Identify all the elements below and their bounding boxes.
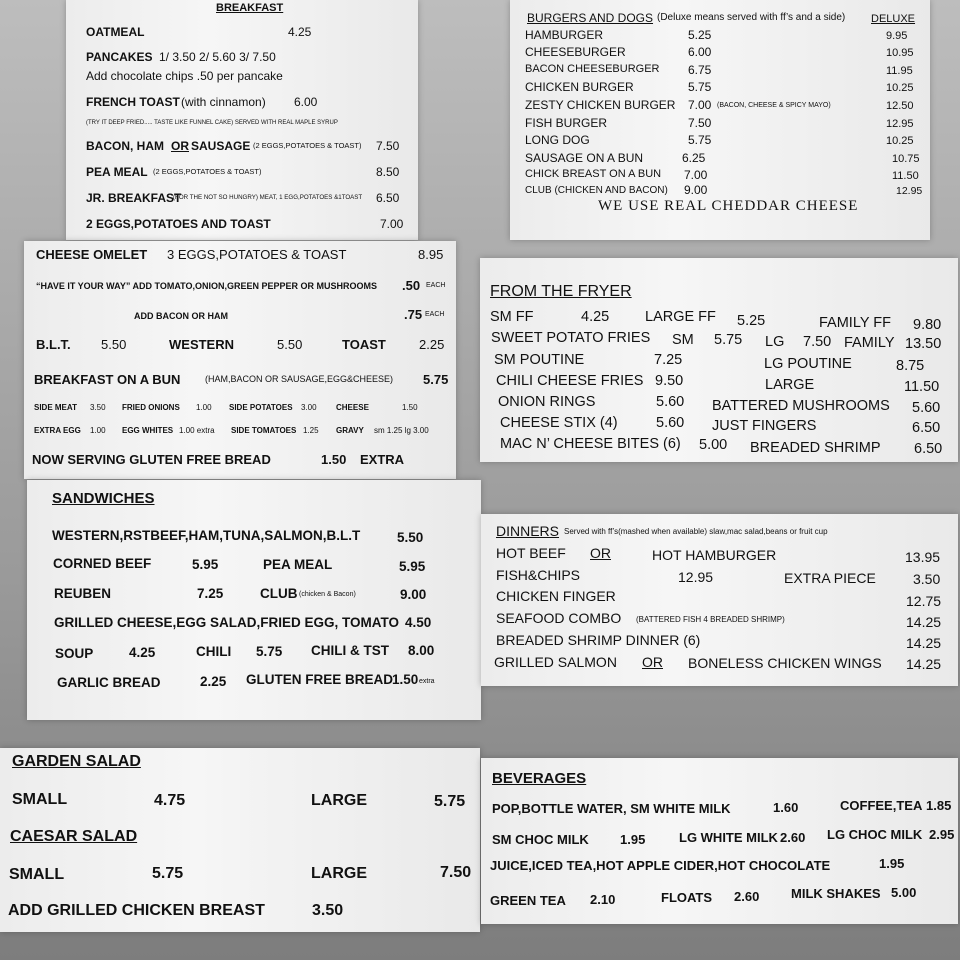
bacon-price: 7.50 [376,139,400,153]
burgers-menu-card [510,0,930,240]
deep-fried-note: (TRY IT DEEP FRIED..... TASTE LIKE FUNNEL CAKE) SERVED WITH REAL MAPLE SYRUP [86,120,338,126]
breaded-shrimp-price: 6.50 [914,441,943,457]
egg-whites: EGG WHITES [122,426,174,435]
sweet-lg-price: 7.50 [803,334,832,350]
lg-white-milk-price: 2.60 [780,830,806,845]
chili-and-toast-price: 8.00 [408,643,435,658]
item-price: 6.00 [688,45,712,59]
caesar-large-price: 7.50 [440,864,472,881]
sandwiches-menu-card [27,480,481,720]
side-tomatoes-price: 1.25 [303,426,319,435]
item-name: FISH BURGER [525,116,608,130]
item-note: (BACON, CHEESE & SPICY MAYO) [717,102,831,109]
item-name: ZESTY CHICKEN BURGER [525,98,676,112]
floats: FLOATS [661,890,713,905]
cheese-omelet-name: CHEESE OMELET [36,247,148,262]
pop-water-milk: POP,BOTTLE WATER, SM WHITE MILK [492,801,731,816]
gluten-free-bread-line: NOW SERVING GLUTEN FREE BREAD [32,452,271,467]
hot-hamburger: HOT HAMBURGER [652,547,777,563]
sweet-family: FAMILY [844,335,895,351]
sm-ff: SM FF [490,309,534,325]
lg-poutine-price: 8.75 [896,358,925,374]
just-fingers-price: 6.50 [912,420,941,436]
caesar-small: SMALL [9,866,65,883]
lg-choc-milk-price: 2.95 [929,827,955,842]
salads-menu-card [0,748,480,932]
breaded-shrimp: BREADED SHRIMP [750,440,881,456]
lg-white-milk: LG WHITE MILK [679,830,778,845]
juice-tea-cider: JUICE,ICED TEA,HOT APPLE CIDER,HOT CHOCOLATE [490,858,831,873]
each-label-1: EACH [426,282,446,289]
item-deluxe-price: 10.95 [886,47,914,59]
beverages-menu-card [481,758,958,924]
onion-rings-price: 5.60 [656,394,685,410]
garlic-bread: GARLIC BREAD [57,675,161,690]
omelet-menu-card [24,241,456,479]
blt-price: 5.50 [101,337,127,352]
dinners-menu-card [481,514,958,686]
item-price: 7.50 [688,116,712,130]
two-eggs-name: 2 EGGS,POTATOES AND TOAST [86,217,271,231]
item-deluxe-price: 12.50 [886,100,914,112]
chili-cheese-fries-price: 9.50 [655,373,684,389]
sweet-family-price: 13.50 [905,336,942,352]
juice-tea-cider-price: 1.95 [879,856,905,871]
item-name: CHICKEN BURGER [525,80,634,94]
item-name: CLUB (CHICKEN AND BACON) [525,185,668,196]
bacon-name: BACON, HAM [86,139,164,153]
milk-shakes: MILK SHAKES [791,886,881,901]
item-price: 6.75 [688,63,712,77]
garden-small-price: 4.75 [154,792,186,809]
blt-name: B.L.T. [36,337,71,352]
beverages-title: BEVERAGES [492,770,587,787]
grilled-cheese-etc: GRILLED CHEESE,EGG SALAD,FRIED EGG, TOMATO [54,615,400,630]
grilled-cheese-etc-price: 4.50 [405,615,432,630]
seafood-combo-note: (BATTERED FISH 4 BREADED SHRIMP) [636,615,785,624]
western-price: 5.50 [277,337,303,352]
western-etc-price: 5.50 [397,530,424,545]
burgers-title: BURGERS AND DOGS [527,11,654,25]
pea-meal-sandwich: PEA MEAL [263,557,333,572]
item-price: 5.25 [688,28,712,42]
have-it-your-way: “HAVE IT YOUR WAY” ADD TOMATO,ONION,GREEN PEPPER OR MUSHROOMS [36,281,378,291]
caesar-salad-title: CAESAR SALAD [10,828,138,845]
gravy: GRAVY [336,426,364,435]
pancakes-prices: 1/ 3.50 2/ 5.60 3/ 7.50 [159,50,276,64]
sweet-sm: SM [672,332,694,348]
cheese-side: CHEESE [336,403,369,412]
item-name: CHICK BREAST ON A BUN [525,168,662,180]
gravy-prices: sm 1.25 lg 3.00 [374,426,429,435]
caesar-small-price: 5.75 [152,865,184,882]
bacon-or: OR [171,139,189,153]
fried-onions: FRIED ONIONS [122,403,180,412]
egg-whites-price: 1.00 extra [179,426,215,435]
battered-mushrooms-price: 5.60 [912,400,941,416]
sandwiches-title: SANDWICHES [52,490,155,507]
item-price: 5.75 [688,80,712,94]
large-ff-price: 5.25 [737,313,766,329]
large-option: LARGE [765,377,815,393]
oatmeal-name: OATMEAL [86,25,145,39]
western-etc: WESTERN,RSTBEEF,HAM,TUNA,SALMON,B.L.T [52,528,361,543]
item-deluxe-price: 10.25 [886,135,914,147]
chili-cheese-fries: CHILI CHEESE FRIES [496,373,644,389]
extra-egg: EXTRA EGG [34,426,81,435]
two-eggs-price: 7.00 [380,217,404,231]
pea-meal-sandwich-price: 5.95 [399,559,426,574]
gluten-free-bread-price: 1.50 [321,452,347,467]
lg-choc-milk: LG CHOC MILK [827,827,923,842]
side-potatoes-price: 3.00 [301,403,317,412]
chocolate-chips-note: Add chocolate chips .50 per pancake [86,69,283,83]
item-deluxe-price: 10.75 [892,153,920,165]
battered-mushrooms: BATTERED MUSHROOMS [712,398,890,414]
mac-n-cheese-bites-price: 5.00 [699,437,728,453]
lg-poutine: LG POUTINE [764,356,852,372]
item-deluxe-price: 11.50 [892,170,919,182]
add-chicken-breast-price: 3.50 [312,902,344,919]
chili-and-toast: CHILI & TST [311,643,389,658]
jr-breakfast-price: 6.50 [376,191,400,205]
sweet-potato-fries: SWEET POTATO FRIES [491,330,651,346]
chili-sandwich-price: 5.75 [256,644,283,659]
side-tomatoes: SIDE TOMATOES [231,426,297,435]
breakfast-on-a-bun-price: 5.75 [423,372,449,387]
floats-price: 2.60 [734,889,760,904]
gf-bread-extra: extra [419,678,435,685]
sweet-sm-price: 5.75 [714,332,743,348]
green-tea: GREEN TEA [490,893,566,908]
extra-piece: EXTRA PIECE [784,570,876,586]
pea-meal-note: (2 EGGS,POTATOES & TOAST) [153,167,262,176]
fried-onions-price: 1.00 [196,403,212,412]
breakfast-title: BREAKFAST [216,2,284,14]
seafood-combo-price: 14.25 [906,614,942,630]
item-deluxe-price: 12.95 [896,185,923,197]
garden-small: SMALL [12,791,68,808]
gluten-free-bread-extra: EXTRA [360,452,405,467]
club-sandwich-note: (chicken & Bacon) [299,591,356,598]
pea-meal-price: 8.50 [376,165,400,179]
garlic-bread-price: 2.25 [200,674,227,689]
large-ff: LARGE FF [645,309,716,325]
garden-salad-title: GARDEN SALAD [12,753,141,770]
sm-poutine: SM POUTINE [494,352,585,368]
jr-breakfast-name: JR. BREAKFAST [86,191,182,205]
pancakes-name: PANCAKES [86,50,153,64]
fryer-title: FROM THE FRYER [490,283,632,300]
deluxe-heading: DELUXE [871,13,916,25]
item-price: 7.00 [688,98,712,112]
item-name: BACON CHEESEBURGER [525,63,660,75]
cheese-stix-price: 5.60 [656,415,685,431]
western-name: WESTERN [169,337,234,352]
chicken-finger: CHICKEN FINGER [496,588,616,604]
salmon-wings-price: 14.25 [906,656,942,672]
each-label-2: EACH [425,311,445,318]
add-bacon-or-ham: ADD BACON OR HAM [134,311,228,321]
caesar-large: LARGE [311,865,367,882]
shrimp-dinner: BREADED SHRIMP DINNER (6) [496,632,701,648]
add-bacon-price: .75 [404,307,423,322]
item-deluxe-price: 10.25 [886,82,914,94]
garden-large-price: 5.75 [434,793,466,810]
corned-beef: CORNED BEEF [53,556,152,571]
dinners-title-note: Served with ff’s(mashed when available) slaw,mac salad,beans or fruit cup [564,527,828,536]
extra-piece-price: 3.50 [913,571,941,587]
french-toast-note: (with cinnamon) [181,95,266,109]
coffee-tea: COFFEE,TEA [840,798,923,813]
item-deluxe-price: 9.95 [886,30,908,42]
item-deluxe-price: 11.95 [886,65,913,77]
soup-price: 4.25 [129,645,156,660]
sm-ff-price: 4.25 [581,309,610,325]
shrimp-dinner-price: 14.25 [906,635,942,651]
dinners-title: DINNERS [496,523,560,539]
hot-price: 13.95 [905,549,941,565]
oatmeal-price: 4.25 [288,25,312,39]
cheese-omelet-price: 8.95 [418,247,444,262]
milk-shakes-price: 5.00 [891,885,917,900]
toast-price: 2.25 [419,337,445,352]
reuben-price: 7.25 [197,586,224,601]
fish-and-chips: FISH&CHIPS [496,567,581,583]
club-sandwich: CLUB [260,586,298,601]
sweet-lg: LG [765,334,785,350]
gf-bread: GLUTEN FREE BREAD [246,672,394,687]
sm-poutine-price: 7.25 [654,352,683,368]
bacon-note: (2 EGGS,POTATOES & TOAST) [253,141,362,150]
breakfast-on-a-bun-name: BREAKFAST ON A BUN [34,372,181,387]
family-ff: FAMILY FF [819,315,891,331]
cheese-stix: CHEESE STIX (4) [500,415,618,431]
french-toast-price: 6.00 [294,95,318,109]
gf-bread-price: 1.50 [392,672,419,687]
reuben: REUBEN [54,586,112,601]
add-chicken-breast: ADD GRILLED CHICKEN BREAST [8,902,265,919]
grilled-salmon: GRILLED SALMON [494,654,617,670]
item-price: 6.25 [682,151,706,165]
chili-sandwich: CHILI [196,644,232,659]
extra-egg-price: 1.00 [90,426,106,435]
fryer-menu-card [480,258,958,462]
side-potatoes: SIDE POTATOES [229,403,293,412]
have-it-price: .50 [402,278,421,293]
mac-n-cheese-bites: MAC N’ CHEESE BITES (6) [500,436,681,452]
toast-name: TOAST [342,337,386,352]
hot-beef: HOT BEEF [496,545,566,561]
or-hot: OR [590,545,611,561]
cheese-omelet-desc: 3 EGGS,POTATOES & TOAST [167,247,347,262]
item-name: HAMBURGER [525,28,604,42]
green-tea-price: 2.10 [590,892,616,907]
item-name: LONG DOG [525,133,590,147]
burgers-title-note: (Deluxe means served with ff’s and a side) [657,12,846,23]
boneless-wings: BONELESS CHICKEN WINGS [688,655,882,671]
or-salmon: OR [642,654,663,670]
chicken-finger-price: 12.75 [906,593,942,609]
pea-meal-name: PEA MEAL [86,165,148,179]
garden-large: LARGE [311,792,367,809]
breakfast-on-a-bun-note: (HAM,BACON OR SAUSAGE,EGG&CHEESE) [205,374,394,384]
cheese-side-price: 1.50 [402,403,418,412]
item-price: 9.00 [684,183,708,197]
fish-and-chips-price: 12.95 [678,569,714,585]
side-meat-price: 3.50 [90,403,106,412]
jr-breakfast-note: (FOR THE NOT SO HUNGRY) MEAT, 1 EGG,POTATOES &1TOAST [173,194,363,201]
soup: SOUP [55,646,94,661]
just-fingers: JUST FINGERS [712,418,817,434]
item-price: 5.75 [688,133,712,147]
bacon-sausage: SAUSAGE [191,139,251,153]
coffee-tea-price: 1.85 [926,798,952,813]
breakfast-menu-card [66,0,418,240]
cheddar-footer: WE USE REAL CHEDDAR CHEESE [598,198,859,214]
sm-choc-milk: SM CHOC MILK [492,832,589,847]
sm-choc-milk-price: 1.95 [620,832,646,847]
item-deluxe-price: 12.95 [886,118,914,130]
large-option-price: 11.50 [904,379,940,395]
french-toast-name: FRENCH TOAST [86,95,180,109]
item-price: 7.00 [684,168,708,182]
seafood-combo: SEAFOOD COMBO [496,610,622,626]
item-name: CHEESEBURGER [525,45,626,59]
corned-beef-price: 5.95 [192,557,219,572]
pop-water-milk-price: 1.60 [773,800,799,815]
item-name: SAUSAGE ON A BUN [525,151,644,165]
family-ff-price: 9.80 [913,317,942,333]
side-meat: SIDE MEAT [34,403,77,412]
club-sandwich-price: 9.00 [400,587,427,602]
onion-rings: ONION RINGS [498,394,596,410]
